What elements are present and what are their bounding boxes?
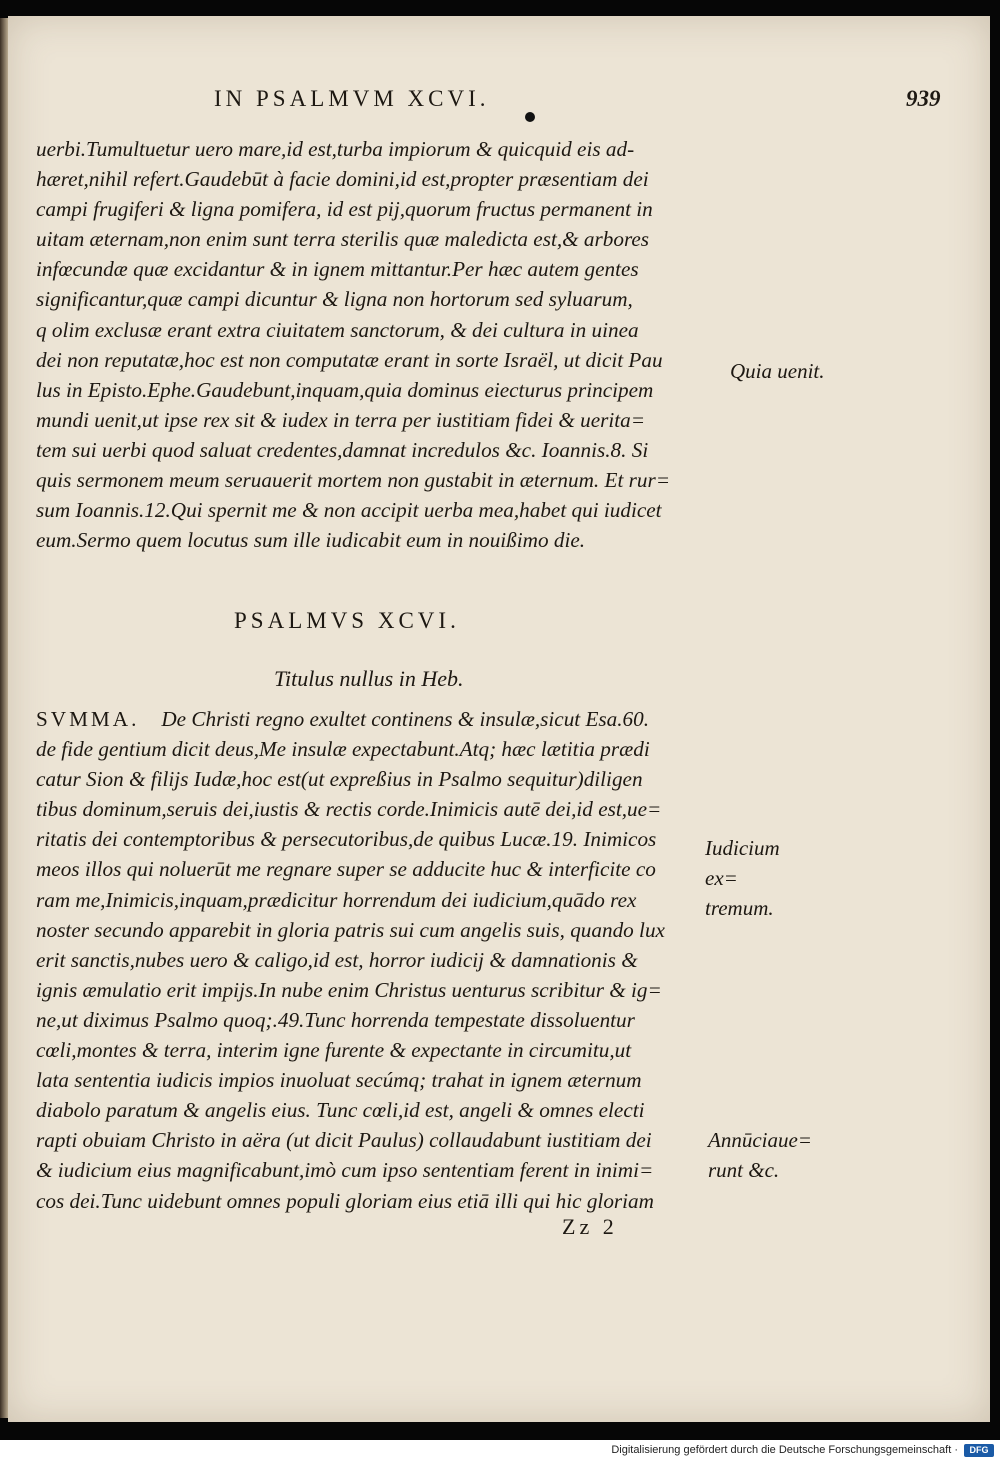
signature-mark: Zz 2 <box>562 1214 618 1239</box>
text-line: diabolo paratum & angelis eius. Tunc cœli,id est, angeli & omnes electi <box>36 1098 645 1123</box>
text-line: ritatis dei contemptoribus & persecutoribus,de quibus Lucæ.19. Inimicos <box>36 827 657 852</box>
text-line: tem sui uerbi quod saluat credentes,damnat incredulos &c. Ioannis.8. Si <box>36 437 649 462</box>
text-line: & iudicium eius magnificabunt,imò cum ipso sententiam ferent in inimi= <box>36 1158 654 1183</box>
ink-spot <box>525 112 535 122</box>
body-text-continued <box>36 134 722 555</box>
text-line: significantur,quæ campi dicuntur & ligna non hortorum sed syluarum, <box>36 287 633 312</box>
margin-note-line: Iudicium ex= <box>705 836 780 890</box>
dfg-logo: DFG <box>964 1444 994 1457</box>
funding-credit: Digitalisierung gefördert durch die Deutsche Forschungsgemeinschaft · <box>611 1444 958 1456</box>
margin-note-line: Quia uenit. <box>730 359 825 383</box>
text-line: lata sententia iudicis impios inuoluat secúmq; trahat in ignem æternum <box>36 1068 642 1093</box>
text-line: uerbi.Tumultuetur uero mare,id est,turba impiorum & quicquid eis ad- <box>36 137 635 161</box>
text-line: ram me,Inimicis,inquam,prædicitur horrendum dei iudicium,quādo rex <box>36 887 637 912</box>
text-line: de fide gentium dicit deus,Me insulæ expectabunt.Atq; hæc lætitia prædi <box>36 737 650 762</box>
text-line: SVMMA. De Christi regno exultet continens & insulæ,sicut Esa.60. <box>36 707 650 731</box>
text-line: quis sermonem meum seruauerit mortem non gustabit in æternum. Et rur= <box>36 468 671 493</box>
text-line: catur Sion & filijs Iudæ,hoc est(ut expreßius in Psalmo sequitur)diligen <box>36 767 643 792</box>
summa-text <box>36 704 722 1216</box>
text-line: sum Ioannis.12.Qui spernit me & non accipit uerba mea,habet qui iudicet <box>36 498 662 523</box>
text-line: eum.Sermo quem locutus sum ille iudicabit eum in nouißimo die. <box>36 528 586 553</box>
text-line: q olim exclusæ erant extra ciuitatem sanctorum, & dei cultura in uinea <box>36 317 639 342</box>
text-line: mundi uenit,ut ipse rex sit & iudex in terra per iustitiam fidei & uerita= <box>36 407 646 432</box>
text-line: lus in Episto.Ephe.Gaudebunt,inquam,quia dominus eiecturus principem <box>36 377 654 402</box>
margin-note-line: tremum. <box>705 896 774 920</box>
text-line: tibus dominum,seruis dei,iustis & rectis corde.Inimicis autē dei,id est,ue= <box>36 797 662 822</box>
text-line: ignis æmulatio erit impijs.In nube enim Christus uenturus scribitur & ig= <box>36 977 662 1002</box>
text-line: uitam æternam,non enim sunt terra sterilis quæ maledicta est,& arbores <box>36 227 650 252</box>
text-line: noster secundo apparebit in gloria patris sui cum angelis suis, quando lux <box>36 917 665 942</box>
summa-label: SVMMA. <box>36 707 140 731</box>
text-line: erit sanctis,nubes uero & caligo,id est, horror iudicij & damnationis & <box>36 947 638 972</box>
section-heading: PSALMVS XCVI. <box>234 608 460 633</box>
margin-note <box>705 833 815 923</box>
psalm-subtitle: Titulus nullus in Heb. <box>274 666 464 691</box>
running-head: IN PSALMVM XCVI. <box>214 86 490 111</box>
margin-note <box>708 1125 818 1185</box>
text-line: hæret,nihil refert.Gaudebūt à facie domini,id est,propter præsentiam dei <box>36 167 649 192</box>
text-line: infœcundæ quæ excidantur & in ignem mittantur.Per hæc autem gentes <box>36 257 639 282</box>
margin-note <box>730 356 840 386</box>
leaf-edge <box>0 18 8 1418</box>
text-line: rapti obuiam Christo in aëra (ut dicit Paulus) collaudabunt iustitiam dei <box>36 1128 652 1153</box>
book-page <box>8 16 990 1422</box>
text-line: ne,ut diximus Psalmo quoq;.49.Tunc horrenda tempestate dissoluentur <box>36 1007 635 1032</box>
margin-note-line: Annūciaue= <box>708 1128 812 1152</box>
text-line: campi frugiferi & ligna pomifera, id est pij,quorum fructus permanent in <box>36 197 653 222</box>
text-line: dei non reputatæ,hoc est non computatæ erant in sorte Israël, ut dicit Pau <box>36 347 663 372</box>
text-line: cos dei.Tunc uidebunt omnes populi gloriam eius etiā illi qui hic gloriam <box>36 1188 654 1213</box>
text-line: meos illos qui noluerūt me regnare super se adducite huc & interficite co <box>36 857 656 882</box>
margin-note-line: runt &c. <box>708 1158 780 1182</box>
text-line: cœli,montes & terra, interim igne furente & expectante in circumitu,ut <box>36 1038 632 1063</box>
folio-number: 939 <box>906 86 941 111</box>
footer-bar <box>0 1440 1000 1462</box>
